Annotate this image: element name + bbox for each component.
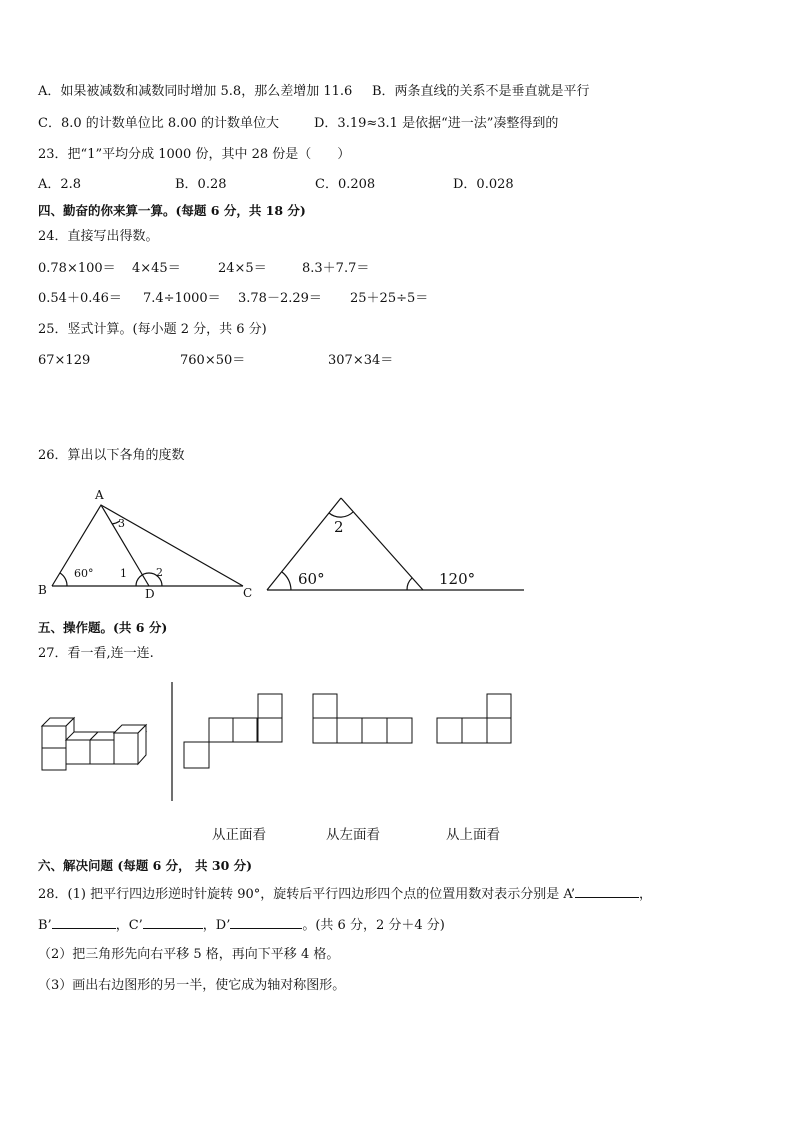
view-label-left: 从左面看: [326, 827, 380, 843]
q24-item-5: 0.54＋0.46＝: [38, 291, 122, 306]
answer-blank-b[interactable]: [52, 916, 116, 929]
q28-d-prefix: ，D’: [202, 918, 231, 933]
label-angle-1: 1: [120, 567, 127, 580]
answer-blank-d[interactable]: [230, 916, 302, 929]
label-angle-3: 3: [118, 517, 125, 530]
q28-part3: （3）画出右边图形的另一半，使它成为轴对称图形。: [38, 978, 346, 993]
q23-option-c: C．0.208: [315, 177, 376, 192]
section6-title: 六、解决问题 (每题 6 分， 共 30 分): [38, 858, 253, 873]
q24-item-3: 24×5＝: [218, 261, 267, 276]
q24-item-4: 8.3＋7.7＝: [302, 261, 370, 276]
q28-b-prefix: B’: [38, 918, 52, 933]
q22-option-a: A．如果被减数和减数同时增加 5.8，那么差增加 11.6: [38, 84, 353, 99]
label-angle-2b: 2: [334, 518, 344, 536]
label-angle-60: 60°: [298, 570, 325, 588]
q23-option-b: B．0.28: [175, 177, 227, 192]
label-angle-b: 60°: [74, 567, 94, 580]
q22-option-d: D．3.19≈3.1 是依据“进一法”凑整得到的: [314, 116, 559, 131]
view-shape-2: [313, 694, 412, 743]
q25-stem: 25．竖式计算。(每小题 2 分，共 6 分): [38, 322, 267, 337]
view-shape-3: [437, 694, 511, 743]
label-d: D: [145, 587, 155, 601]
q24-item-1: 0.78×100＝: [38, 261, 116, 276]
q25-item-2: 760×50＝: [180, 353, 246, 368]
q23-option-d: D．0.028: [453, 177, 514, 192]
q24-stem: 24．直接写出得数。: [38, 229, 159, 244]
cube-stack-figure: [42, 718, 146, 770]
q23-stem: 23．把“1”平均分成 1000 份，其中 28 份是（ ）: [38, 147, 351, 162]
section5-title: 五、操作题。(共 6 分): [38, 620, 168, 635]
label-angle-120: 120°: [439, 570, 476, 588]
q24-item-7: 3.78－2.29＝: [238, 291, 322, 306]
q28-line1-end: ，: [639, 887, 653, 902]
answer-blank-c[interactable]: [143, 916, 203, 929]
q28-line2: [38, 916, 445, 934]
q22-option-c: C．8.0 的计数单位比 8.00 的计数单位大: [38, 116, 279, 131]
answer-blank-a[interactable]: [575, 885, 639, 898]
view-shape-1: [184, 694, 282, 768]
label-a: A: [95, 488, 104, 502]
q24-item-2: 4×45＝: [132, 261, 181, 276]
q27-stem: 27．看一看,连一连.: [38, 646, 154, 661]
q25-item-1: 67×129: [38, 353, 91, 368]
section4-title: 四、勤奋的你来算一算。(每题 6 分，共 18 分): [38, 203, 306, 218]
q25-item-3: 307×34＝: [328, 353, 394, 368]
q24-item-8: 25＋25÷5＝: [350, 291, 429, 306]
label-angle-2: 2: [156, 566, 163, 579]
label-c: C: [243, 586, 253, 600]
view-label-top: 从上面看: [446, 827, 500, 843]
q28-line2-end: 。(共 6 分，2 分＋4 分): [302, 918, 445, 933]
q28-line1: [38, 885, 652, 903]
q22-option-b: B．两条直线的关系不是垂直就是平行: [372, 84, 590, 99]
view-label-front: 从正面看: [212, 827, 266, 843]
q28-part2: （2）把三角形先向右平移 5 格，再向下平移 4 格。: [38, 947, 340, 962]
label-b: B: [38, 583, 47, 597]
q23-option-a: A．2.8: [38, 177, 82, 192]
q24-item-6: 7.4÷1000＝: [143, 291, 221, 306]
q26-stem: 26．算出以下各角的度数: [38, 448, 185, 463]
q28-part1-text: 28．(1) 把平行四边形逆时针旋转 90°，旋转后平行四边形四个点的位置用数对表示分别是 A’: [38, 887, 576, 902]
q28-c-prefix: ，C’: [115, 918, 143, 933]
